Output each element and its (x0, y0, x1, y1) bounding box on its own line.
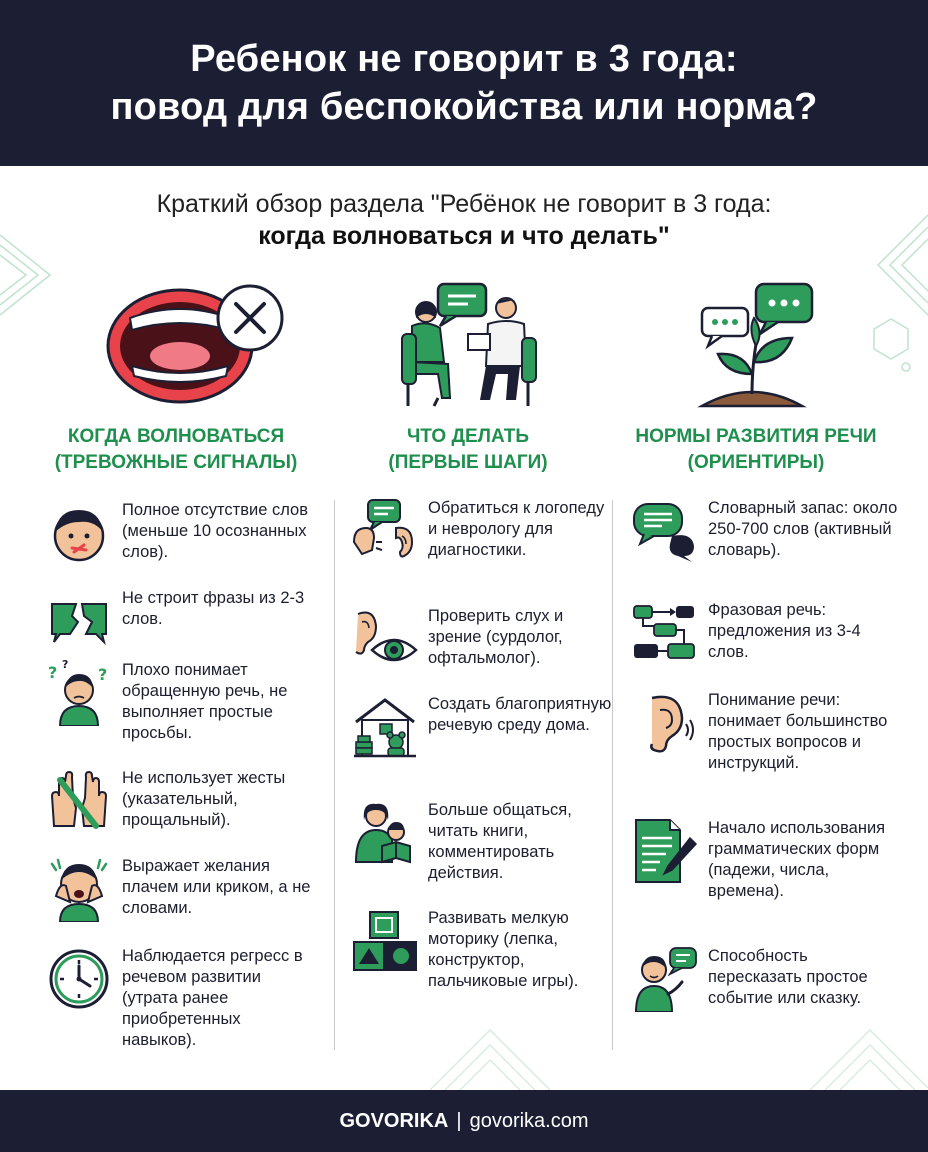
footer-separator: | (456, 1109, 462, 1132)
page-title-line-2: повод для беспокойства или норма? (110, 86, 818, 128)
column-heading-todo-line-1: ЧТО ДЕЛАТЬ (406, 426, 530, 447)
hands-gesture-icon (46, 768, 112, 834)
list-item (632, 946, 898, 1012)
doctor-consultation-icon (368, 278, 568, 418)
parent-reading-icon (352, 800, 418, 866)
list-item (46, 946, 312, 1051)
svg-text:?: ? (48, 663, 58, 682)
column-heading-todo (318, 424, 618, 476)
page-title-line-1: Ребенок не говорит в 3 года: (190, 38, 738, 80)
item-text: Полное отсутствие слов (меньше 10 осознанных слов). (122, 501, 308, 561)
footer-brand: GOVORIKA (339, 1109, 449, 1132)
svg-text:?: ? (62, 660, 69, 671)
column-heading-worry-line-2: (ТРЕВОЖНЫЕ СИГНАЛЫ) (54, 452, 298, 473)
item-text: Способность пересказать простое событие или сказку. (708, 947, 868, 1007)
broken-speech-bubble-icon (46, 588, 112, 654)
silent-child-face-icon (46, 500, 112, 566)
decor-lines-left-icon (0, 215, 60, 335)
ear-eye-icon (352, 606, 418, 672)
svg-text:?: ? (98, 665, 108, 684)
item-text: Не использует жесты (указательный, прощальный). (122, 769, 286, 829)
speech-therapist-icon (352, 498, 418, 564)
column-heading-todo-line-2: (ПЕРВЫЕ ШАГИ) (388, 452, 548, 473)
document-pen-icon (632, 818, 698, 884)
item-text: Обратиться к логопеду и неврологу для диагностики. (428, 499, 605, 559)
item-text: Создать благоприятную речевую среду дома. (428, 695, 612, 734)
list-item (352, 908, 618, 992)
crying-child-icon (46, 856, 112, 922)
list-item (46, 660, 312, 744)
subtitle (0, 188, 928, 252)
item-text: Начало использования грамматических форм (падежи, числа, времена). (708, 819, 886, 900)
confused-child-icon (46, 660, 112, 726)
list-item (46, 500, 312, 566)
list-item (632, 690, 898, 774)
page-footer (0, 1090, 928, 1152)
item-text: Словарный запас: около 250-700 слов (активный словарь). (708, 499, 898, 559)
list-item (352, 498, 618, 564)
ear-listening-icon (632, 690, 698, 756)
decor-lines-right-icon (868, 195, 928, 335)
item-text: Развивать мелкую моторику (лепка, конструктор, пальчиковые игры). (428, 909, 579, 990)
item-text: Наблюдается регресс в речевом развитии (утрата ранее приобретенных навыков). (122, 947, 303, 1049)
decor-lines-bottom-left-icon (430, 1020, 550, 1090)
blocks-icon (352, 908, 418, 974)
footer-site-link[interactable]: govorika.com (469, 1109, 589, 1132)
list-item (46, 588, 312, 654)
item-text: Понимание речи: понимает большинство простых вопросов и инструкций. (708, 691, 888, 772)
item-text: Фразовая речь: предложения из 3-4 слов. (708, 601, 861, 661)
subtitle-line-1: Краткий обзор раздела "Ребёнок не говорит в 3 года: (156, 190, 772, 218)
item-text: Проверить слух и зрение (сурдолог, офтальмолог). (428, 607, 564, 667)
open-mouth-cross-icon (100, 278, 300, 418)
item-text: Плохо понимает обращенную речь, не выполняет простые просьбы. (122, 661, 288, 742)
item-text: Больше общаться, читать книги, комментировать действия. (428, 801, 572, 882)
column-heading-worry (26, 424, 326, 476)
column-heading-norms (606, 424, 906, 476)
decor-lines-bottom-right-icon (800, 1025, 928, 1090)
list-item (46, 856, 312, 922)
column-heading-norms-line-2: (ОРИЕНТИРЫ) (687, 452, 825, 473)
list-item (46, 768, 312, 834)
column-divider-1 (334, 500, 335, 1050)
child-talking-icon (632, 946, 698, 1012)
sprout-speech-icon (652, 278, 852, 418)
flowchart-icon (632, 600, 698, 666)
subtitle-line-2: когда волноваться и что делать" (258, 222, 670, 250)
list-item (352, 800, 618, 884)
clock-icon (46, 946, 112, 1012)
list-item (632, 498, 898, 564)
page-header (0, 0, 928, 166)
home-toys-icon (352, 694, 418, 760)
column-heading-norms-line-1: НОРМЫ РАЗВИТИЯ РЕЧИ (635, 426, 877, 447)
list-item (632, 600, 898, 666)
list-item (352, 606, 618, 672)
item-text: Не строит фразы из 2-3 слов. (122, 589, 305, 628)
decor-hex-right-icon (866, 315, 916, 375)
speech-bubbles-icon (632, 498, 698, 564)
column-heading-worry-line-1: КОГДА ВОЛНОВАТЬСЯ (67, 426, 285, 447)
item-text: Выражает желания плачем или криком, а не словами. (122, 857, 311, 917)
list-item (632, 818, 898, 902)
list-item (352, 694, 618, 760)
